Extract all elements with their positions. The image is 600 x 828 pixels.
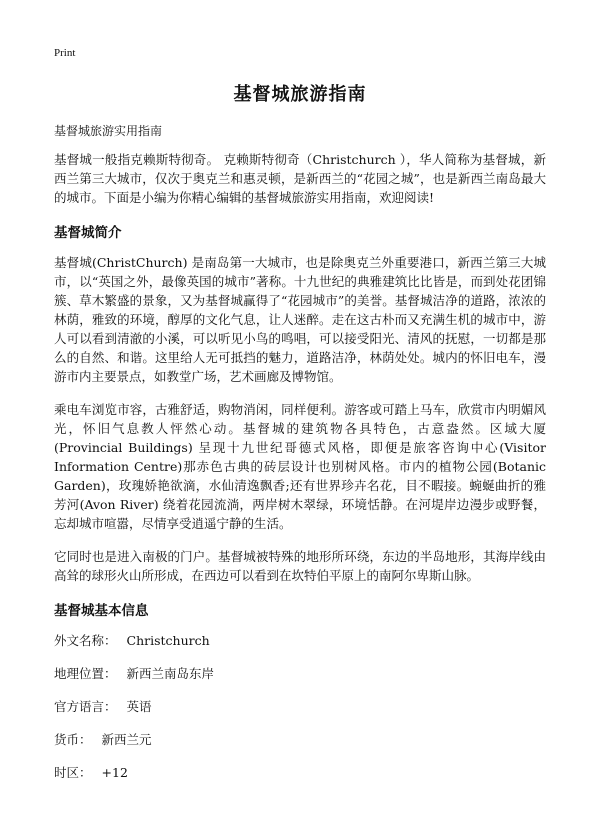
print-link[interactable]: Print [54, 47, 76, 59]
section1-paragraph-1: 基督城(ChristChurch) 是南岛第一大城市，也是除奥克兰外重要港口，新西兰第三大城市，以“英国之外，最像英国的城市”著称。十九世纪的典雅建筑比比皆是，而到处花团锦簇、草木繁盛的景象，又为基督城赢得了“花园城市”的美誉。基督城洁净的道路，浓浓的林荫，雅致的环境，醇厚的文化气息，让人迷醉。走在这古朴而又充满生机的城市中，游人可以看到清澈的小溪，可以听见小鸟的鸣唱，可以接受阳光、清风的抚慰，一切都是那么的自然、和谐。这里给人无可抵挡的魅力，道路洁净，林荫处处。城内的怀旧电车，漫游市内主要景点，如教堂广场，艺术画廊及博物馆。 [54, 255, 546, 384]
info-row-currency [54, 730, 546, 749]
section1-paragraph-2: 乘电车浏览市容，古雅舒适，购物消闲，同样便利。游客或可踏上马车，欣赏市内明媚风光，怀旧气息教人怦然心动。基督城的建筑物各具特色，古意盎然。区域大厦(Provincial Buildings) 呈现十九世纪哥德式风格，即便是旅客咨询中心(Visitor Information Centre)那赤色古典的砖层设计也别树风格。市内的植物公园(Botanic Garden)，玫瑰娇艳欲滴，水仙清逸飘香;还有世界珍卉名花，目不暇接。蜿蜒曲折的雅芳河(Avon River) 绕着花园流淌，两岸树木翠绿，环境恬静。在河堤岸边漫步或野餐，忘却城市喧嚣，尽情享受逍遥宁静的生活。 [54, 402, 546, 531]
info-row-location [54, 664, 546, 683]
article-body [54, 150, 546, 796]
info-value: 英语 [126, 699, 152, 714]
section-heading-intro: 基督城简介 [54, 225, 122, 241]
page-title: 基督城旅游指南 [233, 84, 367, 105]
info-label: 时区： [54, 765, 92, 780]
info-label: 地理位置： [54, 666, 117, 681]
info-label: 货币： [54, 732, 92, 747]
info-row-foreign-name [54, 631, 546, 650]
info-value: Christchurch [126, 633, 210, 648]
intro-paragraph: 基督城一般指克赖斯特彻奇。 克赖斯特彻奇（Christchurch ），华人简称为基督城，新西兰第三大城市，仅次于奥克兰和惠灵顿，是新西兰的“花园之城”，也是新西兰南岛最大的城市。下面是小编为你精心编辑的基督城旅游实用指南，欢迎阅读! [54, 152, 546, 205]
section-heading-info: 基督城基本信息 [54, 603, 149, 619]
info-label: 官方语言： [54, 699, 117, 714]
section1-paragraph-3: 它同时也是进入南极的门户。基督城被特殊的地形所环绕，东边的半岛地形，其海岸线由高耸的球形火山所形成，在西边可以看到在坎特伯平原上的南阿尔卑斯山脉。 [54, 549, 546, 583]
info-row-language [54, 697, 546, 716]
info-value: +12 [101, 765, 128, 780]
page-subtitle: 基督城旅游实用指南 [54, 124, 163, 138]
info-value: 新西兰南岛东岸 [126, 666, 215, 681]
info-value: 新西兰元 [101, 732, 152, 747]
info-row-timezone [54, 763, 546, 782]
info-label: 外文名称： [54, 633, 117, 648]
